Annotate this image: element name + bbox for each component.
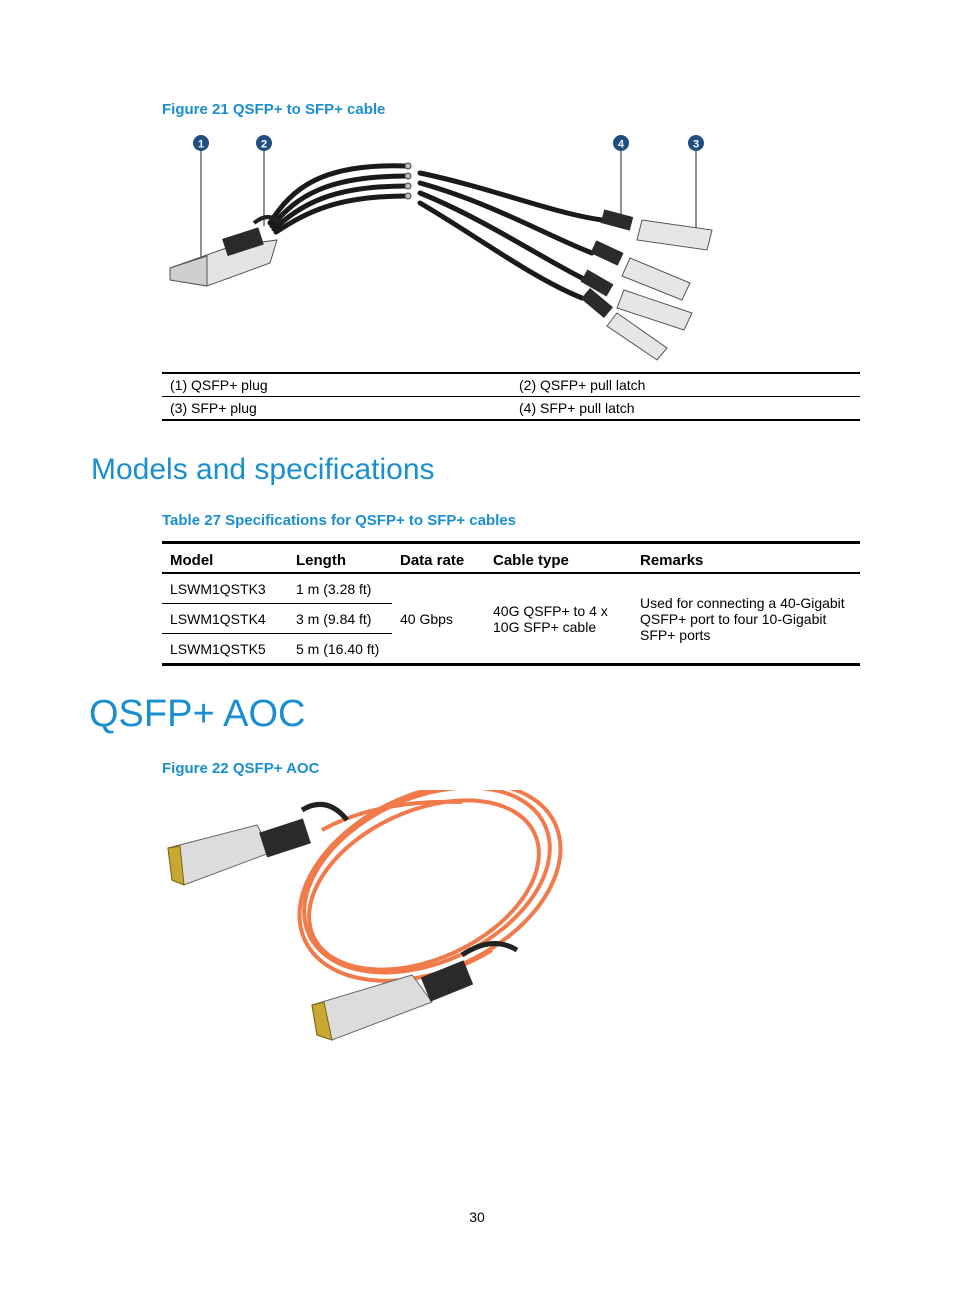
model-cell: LSWM1QSTK3 — [162, 573, 288, 604]
cable-type-cell: 40G QSFP+ to 4 x 10G SFP+ cable — [485, 573, 632, 665]
model-cell: LSWM1QSTK5 — [162, 634, 288, 665]
remarks-cell: Used for connecting a 40-Gigabit QSFP+ port to four 10-Gigabit SFP+ ports — [632, 573, 860, 665]
column-header: Remarks — [632, 543, 860, 574]
section-heading-models: Models and specifications — [91, 453, 435, 486]
svg-text:3: 3 — [692, 138, 700, 151]
qsfp-aoc-figure — [162, 790, 582, 1050]
svg-text:2: 2 — [260, 138, 268, 151]
callout-2 — [256, 135, 272, 151]
legend-cell: (1) QSFP+ plug — [162, 373, 511, 397]
column-header: Model — [162, 543, 288, 574]
svg-text:4: 4 — [617, 138, 625, 151]
data-rate-cell: 40 Gbps — [392, 573, 485, 665]
figure-21-legend-table — [162, 372, 860, 421]
qsfp-to-sfp-cable-figure — [162, 128, 862, 368]
table-row — [162, 573, 860, 604]
length-cell: 3 m (9.84 ft) — [288, 604, 392, 634]
qsfp-plug — [170, 217, 279, 286]
column-header: Data rate — [392, 543, 485, 574]
legend-cell: (3) SFP+ plug — [162, 397, 511, 421]
figure-21-caption: Figure 21 QSFP+ to SFP+ cable — [162, 101, 386, 118]
column-header: Cable type — [485, 543, 632, 574]
length-cell: 1 m (3.28 ft) — [288, 573, 392, 604]
legend-cell: (4) SFP+ pull latch — [511, 397, 860, 421]
specifications-table — [162, 541, 860, 666]
figure-22-caption: Figure 22 QSFP+ AOC — [162, 760, 320, 777]
callout-1 — [193, 135, 209, 151]
legend-cell: (2) QSFP+ pull latch — [511, 373, 860, 397]
column-header: Length — [288, 543, 392, 574]
page-number: 30 — [469, 1209, 485, 1225]
sfp-plug-1 — [601, 209, 712, 250]
table-27-caption: Table 27 Specifications for QSFP+ to SFP+ cables — [162, 512, 517, 529]
callout-4 — [613, 135, 629, 151]
callout-3 — [688, 135, 704, 151]
aoc-qsfp-module-top — [168, 804, 347, 885]
aoc-qsfp-module-bottom — [312, 944, 517, 1040]
section-heading-qsfp-aoc: QSFP+ AOC — [89, 693, 306, 735]
length-cell: 5 m (16.40 ft) — [288, 634, 392, 665]
model-cell: LSWM1QSTK4 — [162, 604, 288, 634]
svg-text:1: 1 — [197, 138, 205, 151]
